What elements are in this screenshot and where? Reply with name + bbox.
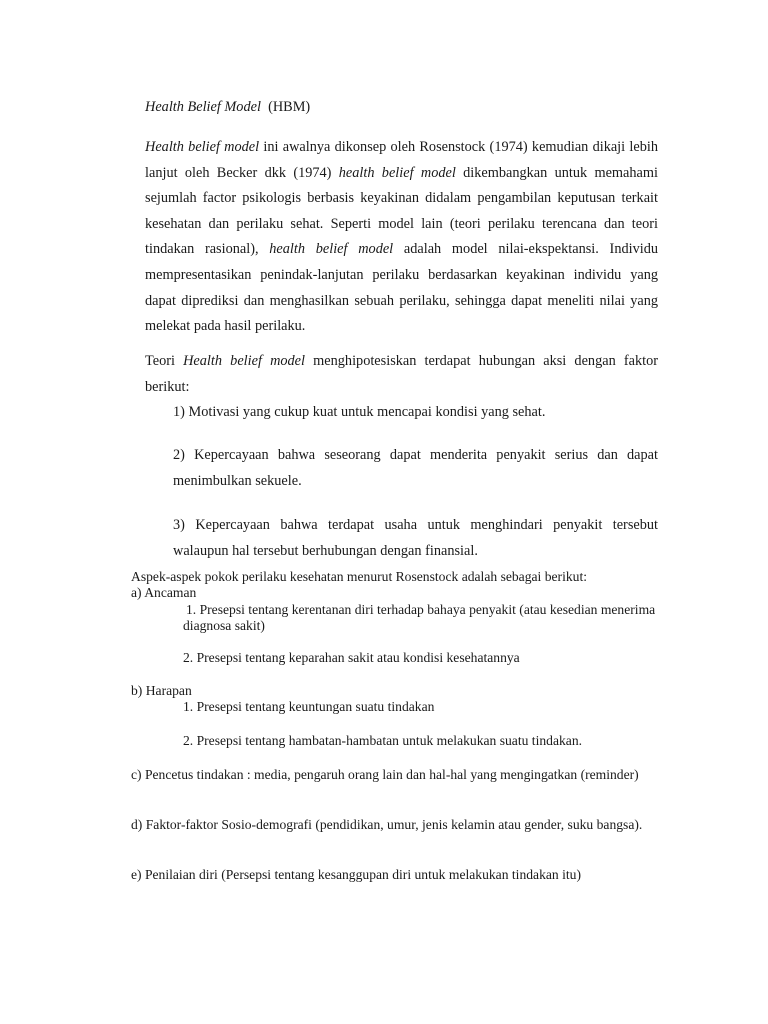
factor-item-3: 3) Kepercayaan bahwa terdapat usaha untuk menghindari penyakit tersebut walaupun hal tersebut berhubungan dengan finansial.	[173, 517, 658, 559]
aspects-section-b	[131, 683, 661, 716]
intro-paragraph	[145, 135, 658, 340]
title-acronym: (HBM)	[260, 99, 311, 115]
aspect-b-item-1: 1. Presepsi tentang keuntungan suatu tindakan	[183, 699, 435, 715]
aspect-b-item-2-block	[131, 733, 661, 749]
intro-text-2: dikembangkan untuk memahami sejumlah factor psikologis berbasis keyakinan didalam pengambilan keputusan terkait kesehatan dan perilaku sehat. Seperti model lain (teori perilaku terencana dan teori tindakan rasional),	[145, 164, 658, 258]
aspect-c: c) Pencetus tindakan : media, pengaruh orang lain dan hal-hal yang mengingatkan (reminder)	[131, 767, 639, 782]
intro-term-1: Health belief model	[145, 139, 260, 155]
aspects-intro: Aspek-aspek pokok perilaku kesehatan menurut Rosenstock adalah sebagai berikut:	[131, 569, 588, 584]
aspect-d: d) Faktor-faktor Sosio-demografi (pendidikan, umur, jenis kelamin atau gender, suku bangsa).	[131, 817, 643, 832]
aspects-section-a	[131, 569, 661, 634]
aspect-a-item-2: 2. Presepsi tentang keparahan sakit atau kondisi kesehatannya	[183, 650, 520, 665]
aspect-b-label: b) Harapan	[131, 683, 192, 698]
theory-text-2: menghipotesiskan terdapat hubungan aksi dengan faktor berikut:	[145, 353, 658, 395]
title-italic: Health Belief Model	[145, 99, 261, 115]
theory-term: Health belief model	[183, 353, 306, 369]
intro-text-3: adalah model nilai-ekspektansi. Individu mempresentasikan penindak-lanjutan perilaku berdasarkan keyakinan individu yang dapat diprediksi dan menghasilkan sebuah perilaku, sehingga dapat meneliti nilai yang melekat pada hasil perilaku.	[145, 241, 658, 335]
aspect-a-item-1: 1. Presepsi tentang kerentanan diri terhadap bahaya penyakit (atau kesedian menerima diagnosa sakit)	[183, 601, 656, 633]
intro-term-2: health belief model	[338, 164, 456, 181]
intro-term-3: health belief model	[269, 241, 394, 258]
theory-text-1: Teori	[145, 353, 184, 369]
intro-text-1: ini awalnya dikonsep oleh Rosenstock (1974) kemudian dikaji lebih lanjut oleh Becker dkk (1974)	[145, 139, 658, 181]
aspect-a-item-2-block	[131, 650, 661, 666]
aspect-b-item-2: 2. Presepsi tentang hambatan-hambatan untuk melakukan suatu tindakan.	[183, 733, 583, 748]
aspect-a-label: a) Ancaman	[131, 585, 197, 601]
theory-paragraph	[145, 349, 658, 400]
document-title	[145, 97, 310, 117]
aspect-e: e) Penilaian diri (Persepsi tentang kesanggupan diri untuk melakukan tindakan itu)	[131, 867, 581, 882]
factor-item-1: 1) Motivasi yang cukup kuat untuk mencapai kondisi yang sehat.	[173, 404, 546, 420]
factor-item-2: 2) Kepercayaan bahwa seseorang dapat menderita penyakit serius dan dapat menimbulkan sekuele.	[173, 447, 658, 489]
